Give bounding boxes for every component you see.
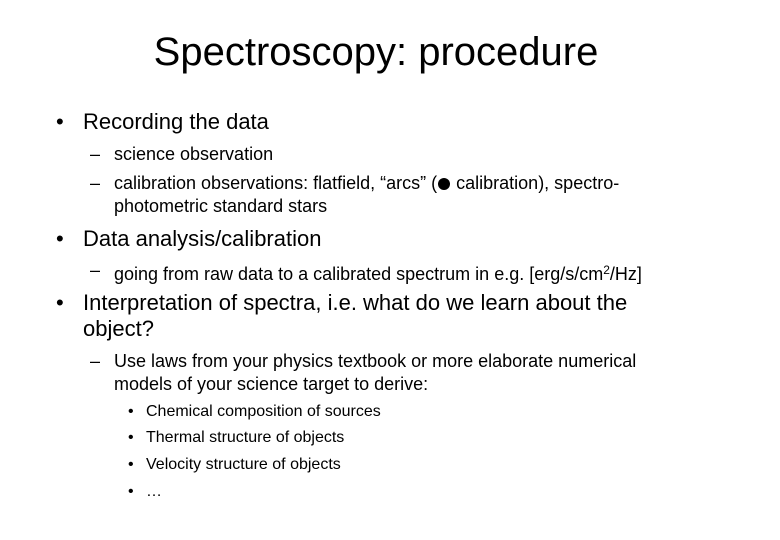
bullet-text: Recording the data <box>83 109 269 134</box>
filled-circle-icon <box>438 178 450 190</box>
bullet-icon: • <box>128 403 134 420</box>
bullet-icon: • <box>56 109 64 134</box>
list-item-text: … <box>146 483 162 500</box>
bullet-icon: • <box>128 456 134 473</box>
list-item-text: Velocity structure of objects <box>146 456 341 473</box>
subbullet-continuation: photometric standard stars <box>114 196 328 216</box>
subbullet-text: going from raw data to a calibrated spectrum in e.g. $[erg/s/cm^2/Hz]$ <box>114 263 642 284</box>
bullet-text: Data analysis/calibration <box>83 226 322 251</box>
bullet-text: Interpretation of spectra, i.e. what do we learn about the <box>83 290 628 315</box>
dash-icon: – <box>90 144 101 164</box>
bullet-continuation: object? <box>83 316 154 341</box>
dash-icon: – <box>90 260 101 280</box>
bullet-icon: • <box>56 226 64 251</box>
bullet-icon: • <box>56 290 64 315</box>
subbullet-text: calibration observations: flatfield, “arcs” ( calibration), spectro- <box>114 173 620 193</box>
list-item-text: Chemical composition of sources <box>146 403 381 420</box>
bullet-icon: • <box>128 429 134 446</box>
bullet-icon: • <box>128 483 134 500</box>
subbullet-text: Use laws from your physics textbook or more elaborate numerical <box>114 351 637 371</box>
slide-title: Spectroscopy: procedure <box>153 30 599 74</box>
subbullet-text: science observation <box>114 144 274 164</box>
list-item-text: Thermal structure of objects <box>146 429 345 446</box>
subbullet-continuation: models of your science target to derive: <box>114 374 429 394</box>
dash-icon: – <box>90 173 101 193</box>
dash-icon: – <box>90 351 101 371</box>
